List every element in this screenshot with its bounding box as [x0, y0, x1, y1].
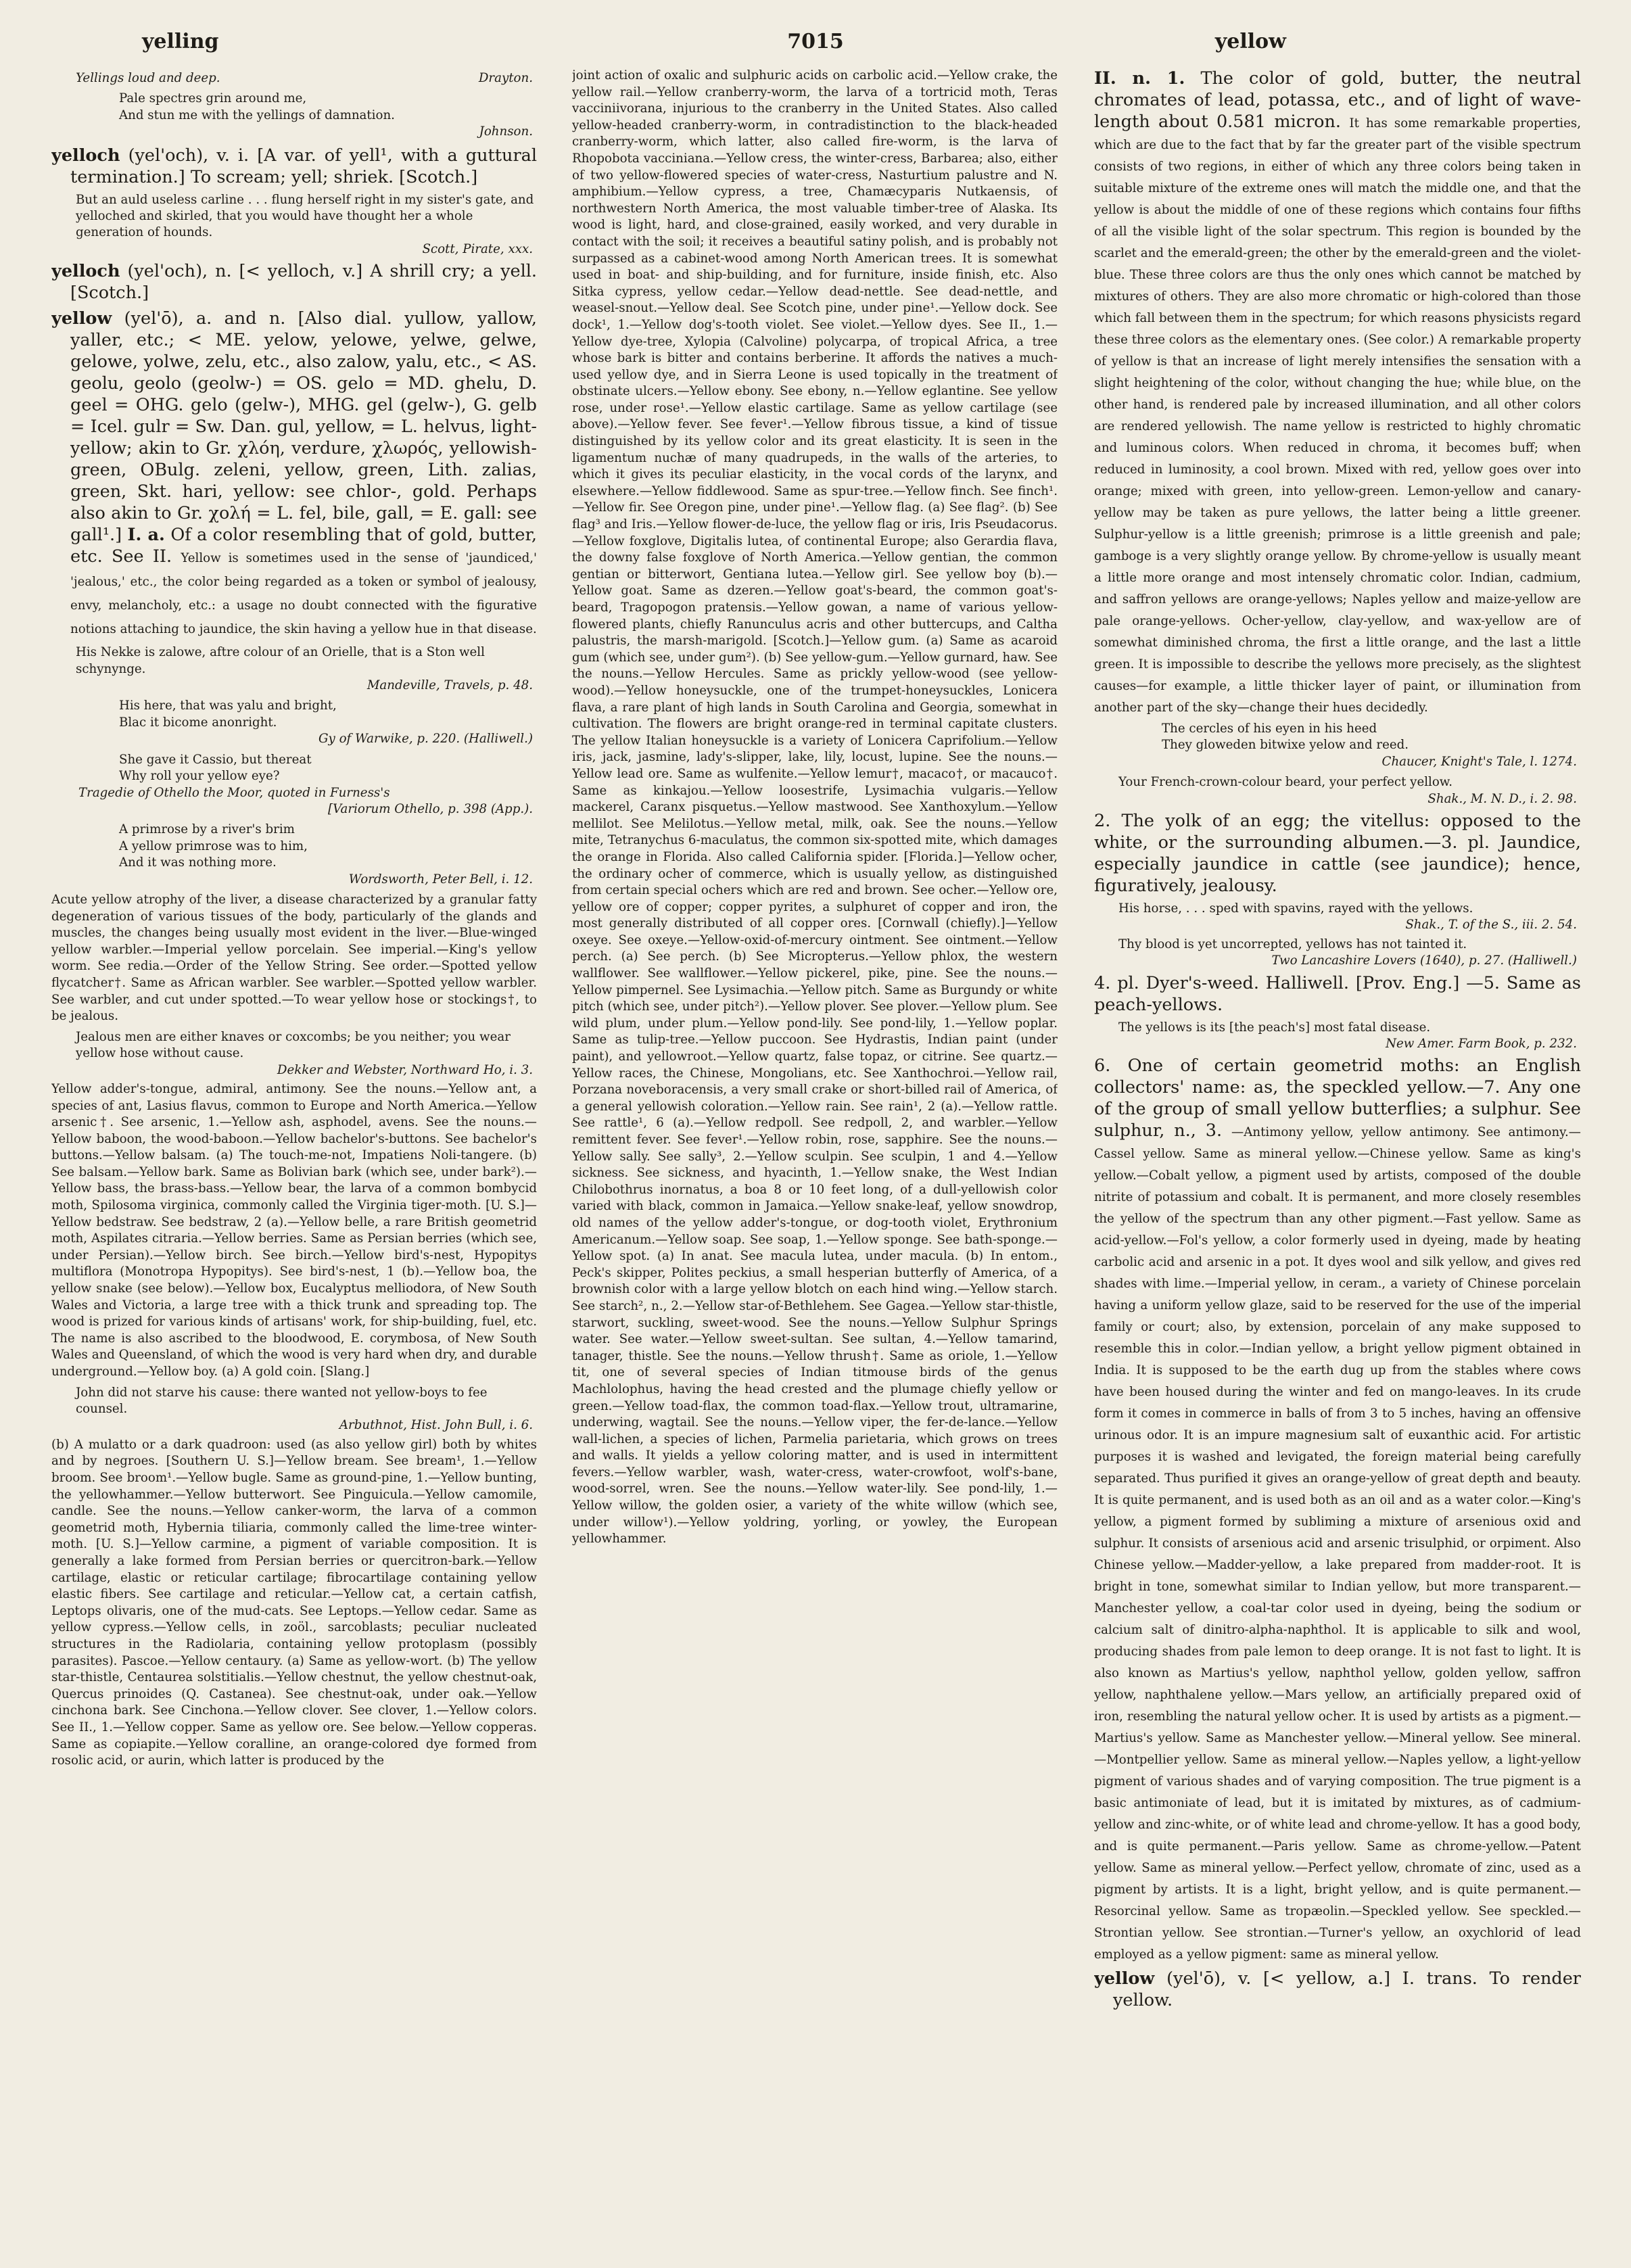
entry-headword: yellow	[51, 308, 112, 329]
quote-cite: Two Lancashire Lovers (1640), p. 27. (Halliwell.)	[1271, 953, 1577, 968]
sense-noun-color	[1094, 68, 1581, 717]
quote-text: Thy blood is yet uncorrepted, yellows has not tainted it.	[1118, 937, 1467, 951]
page-number: 7015	[787, 30, 844, 53]
quote-cite: Arbuthnot, Hist. John Bull, i. 6.	[339, 1418, 533, 1433]
entry-yellow-verb	[1094, 1968, 1581, 2011]
sense-text: The color of gold, butter, the neutral chromates of lead, potassa, etc., and of light of wave-length about 0.581 micron.	[1094, 68, 1581, 132]
column-middle	[572, 68, 1058, 2238]
verse-johnson	[51, 91, 537, 140]
quote-cite: Dekker and Webster, Northward Ho, i. 3.	[277, 1062, 533, 1077]
dictionary-columns	[51, 68, 1581, 2238]
quote-scott	[51, 192, 537, 258]
quote-cite: Drayton.	[478, 71, 533, 85]
sense-dyers-weed: 4. pl. Dyer's-weed. Halliwell. [Prov. Eng.] —5. Same as peach-yellows.	[1094, 972, 1581, 1015]
verse-line: Pale spectres grin around me,	[119, 91, 307, 106]
sense-text: Of a color resembling that of gold, butter, etc. See II.	[70, 525, 537, 567]
quote-cite: Shak., T. of the S., iii. 2. 54.	[1405, 918, 1577, 932]
verse-line: They gloweden bitwixe yelow and reed.	[1162, 738, 1409, 753]
sense-text: 6. One of certain geometrid moths: an English collectors' name: as, the speckled yellow.—7. Any one of the group of small yellow butterflies; a sulphur. See sulphur, n., 3.	[1094, 1056, 1581, 1141]
phrases-acute-to-stockings: Acute yellow atrophy of the liver, a disease characterized by a granular fatty degeneration of various tissues of the body, particularly of the glands and muscles, the changes being usually most evident in the liver.—Blue-winged yellow warbler.—Imperial yellow porcelain. See imperial.—King's yellow worm. See redia.—Order of the Yellow String. See order.—Spotted yellow flycatcher†. Same as African warbler. See warbler.—Spotted yellow warbler. See warbler, and cut under spotted.—To wear yellow hose or stockings†, to be jealous.	[51, 892, 537, 1024]
quote-drayton	[51, 70, 537, 87]
quote-arbuthnot	[51, 1385, 537, 1434]
verse-line: Why roll your yellow eye?	[119, 769, 280, 784]
quote-farm-book	[1094, 1020, 1581, 1053]
entry-headword: yelloch	[51, 261, 120, 282]
verse-line: His here, that was yalu and bright,	[119, 699, 337, 713]
quote-dekker	[51, 1029, 537, 1079]
entry-yelloch-noun	[51, 260, 537, 304]
quote-cite: Scott, Pirate, xxx.	[422, 241, 533, 256]
quote-text: But an auld useless carline . . . flung herself right in my sister's gate, and yelloched and skirled, that you would have thought her a whole generation of hounds.	[76, 192, 534, 240]
quote-lancashire	[1094, 937, 1581, 970]
pigment-phrases: —Antimony yellow, yellow antimony. See antimony.—Cassel yellow. Same as mineral yellow.—Chinese yellow. Same as king's yellow.—Cobalt yellow, a pigment used by artists, composed of the double nitrite of potassium and cobalt. It is permanent, and more closely resembles the yellow of the spectrum than any other pigment.—Fast yellow. Same as acid-yellow.—Fol's yellow, a color formerly used in dyeing, made by heating carbolic acid and arsenic in a pot. It dyes wool and silk yellow, and gives red shades with lime.—Imperial yellow, in ceram., a variety of Chinese porcelain having a uniform yellow glaze, said to be reserved for the use of the imperial family or court; also, by extension, porcelain of any make supposed to resemble this in color.—Indian yellow, a bright yellow pigment obtained in India. It is supposed to be the earth dug up from the stables where cows have been housed during the winter and fed on mango-leaves. In its crude form it comes in commerce in balls of from 3 to 5 inches, having an offensive urinous odor. It is an impure magnesium salt of euxanthic acid. For artistic purposes it is washed and levigated, the foreign material being carefully separated. Thus purified it gives an orange-yellow of great depth and beauty. It is quite permanent, and is used both as an oil and as a water color.—King's yellow, a pigment formed by subliming a mixture of arsenious oxid and sulphur. It consists of arsenious acid and arsenic trisulphid, or orpiment. Also Chinese yellow.—Madder-yellow, a lake prepared from madder-root. It is bright in tone, somewhat similar to Indian yellow, but more transparent.—Manchester yellow, a coal-tar color used in dyeing, being the sodium or calcium salt of dinitro-alpha-naphthol. It is applicable to silk and wool, producing shades from pale lemon to deep orange. It is not fast to light. It is also known as Martius's yellow, naphthol yellow, golden yellow, saffron yellow, naphthalene yellow.—Mars yellow, an artificially prepared oxid of iron, resembling the natural yellow ocher. It is used by artists as a pigment.—Martius's yellow. Same as Manchester yellow.—Mineral yellow. See mineral.—Montpellier yellow. Same as mineral yellow.—Naples yellow, a light-yellow pigment of various shades and of varying composition. The true pigment is a basic antimoniate of lead, but it is imitated by mixtures, as of cadmium-yellow and zinc-white, or of white lead and chrome-yellow. It has a good body, and is quite permanent.—Paris yellow. Same as chrome-yellow.—Patent yellow. Same as mineral yellow.—Perfect yellow, chromate of zinc, used as a pigment by artists. It is a light, bright yellow, and is quite permanent.—Resorcinal yellow. Same as tropæolin.—Speckled yellow. See speckled.—Strontian yellow. See strontian.—Turner's yellow, an oxychlorid of lead employed as a yellow pigment: same as mineral yellow.	[1094, 1125, 1581, 1962]
quote-text: His horse, . . . sped with spavins, rayed with the yellows.	[1118, 901, 1473, 916]
entry-yellow-etymology	[51, 308, 537, 640]
column-right	[1094, 68, 1581, 2238]
verse-line: Blac it bicome anonright.	[119, 715, 277, 730]
entry-body: (yel'och), n. [< yelloch, v.] A shrill cry; a yell. [Scotch.]	[70, 261, 537, 304]
quote-mandeville	[51, 644, 537, 694]
phrases-mulatto-to-coralline: (b) A mulatto or a dark quadroon: used (as also yellow girl) both by whites and by negroes. [Southern U. S.]—Yellow bream. See bream¹, 1.—Yellow broom. See broom¹.—Yellow bugle. Same as ground-pine, 1.—Yellow bunting, the yellowhammer.—Yellow butterwort. See Pinguicula.—Yellow camomile, candle. See the nouns.—Yellow canker-worm, the larva of a common geometrid moth, Hybernia tiliaria, commonly called the lime-tree winter-moth. [U. S.]—Yellow carmine, a pigment of variable composition. It is generally a lake formed from Persian berries or quercitron-bark.—Yellow cartilage, elastic or reticular cartilage; fibrocartilage containing yellow elastic fibers. See cartilage and reticular.—Yellow cat, a certain catfish, Leptops olivaris, one of the mud-cats. See Leptops.—Yellow cedar. Same as yellow cypress.—Yellow cells, in zoöl., sarcoblasts; peculiar nucleated structures in the Radiolaria, containing yellow protoplasm (possibly parasites). Pascoe.—Yellow centaury. (a) Same as yellow-wort. (b) The yellow star-thistle, Centaurea solstitialis.—Yellow chestnut, the yellow chestnut-oak, Quercus prinoides (Q. Castanea). See chestnut-oak, under oak.—Yellow cinchona bark. See Cinchona.—Yellow clover. See clover, 1.—Yellow colors. See II., 1.—Yellow copper. Same as yellow ore. See below.—Yellow copperas. Same as copiapite.—Yellow coralline, an orange-colored dye formed from rosolic acid, or aurin, which latter is produced by the	[51, 1437, 537, 1768]
verse-wordsworth	[51, 822, 537, 888]
page-header	[41, 30, 1590, 57]
entry-body: (yel'ō), a. and n. [Also dial. yullow, yallow, yaller, etc.; < ME. yelow, yelowe, yelwe, gelwe, gelowe, yolwe, zelu, etc., also zalow, yalu, etc., < AS. geolu, geolo (geolw-) = OS. gelo = MD. ghelu, D. geel = OHG. gelo (gelw-), MHG. gel (gelw-), G. gelb = Icel. gulr = Sw. Dan. gul, yellow, = L. helvus, light-yellow; akin to Gr. χλόη, verdure, χλωρός, yellowish-green, OBulg. zeleni, yellow, green, Lith. zalias, green, Skt. hari, yellow: see chlor-, gold. Perhaps also akin to Gr. χολή = L. fel, bile, gall, = E. gall: see gall¹.]	[70, 308, 537, 546]
phrases-adder-to-boy: Yellow adder's-tongue, admiral, antimony. See the nouns.—Yellow ant, a species of ant, Lasius flavus, common to Europe and North America.—Yellow arsenic†. See arsenic, 1.—Yellow ash, asphodel, avens. See the nouns.—Yellow baboon, the wood-baboon.—Yellow bachelor's-buttons. See bachelor's buttons.—Yellow balsam. (a) The touch-me-not, Impatiens Noli-tangere. (b) See balsam.—Yellow bark. Same as Bolivian bark (which see, under bark²).—Yellow bass, the brass-bass.—Yellow bear, the larva of a common bombycid moth, Spilosoma virginica, commonly called the Virginia tiger-moth. [U. S.]—Yellow bedstraw. See bedstraw, 2 (a).—Yellow belle, a rare British geometrid moth, Aspilates citraria.—Yellow berries. Same as Persian berries (which see, under Persian).—Yellow birch. See birch.—Yellow bird's-nest, Hypopitys multiflora (Monotropa Hypopitys). See bird's-nest, 1 (b).—Yellow boa, the yellow snake (see below).—Yellow box, Eucalyptus melliodora, of New South Wales and Victoria, a large tree with a thick trunk and spreading top. The wood is prized for various kinds of artisans' work, for ship-building, fuel, etc. The name is also ascribed to the bloodwood, E. corymbosa, of New South Wales and Queensland, of which the wood is very hard when dry, and durable underground.—Yellow boy. (a) A gold coin. [Slang.]	[51, 1081, 537, 1379]
sense-yolk-jaundice: 2. The yolk of an egg; the vitellus: opposed to the white, or the surrounding albumen.—3. pl. Jaundice, especially jaundice in cattle (see jaundice); hence, figuratively, jealousy.	[1094, 811, 1581, 897]
sense-label: II. n. 1.	[1094, 68, 1185, 89]
entry-body: (yel'och), v. i. [A var. of yell¹, with a guttural termination.] To scream; yell; shriek. [Scotch.]	[70, 145, 537, 187]
sense-note: It has some remarkable properties, which are due to the fact that by far the greater part of the visible spectrum consists of two regions, in either of which any three colors being taken in suitable mixture of the extreme ones will match the middle one, and that the yellow is about the middle of one of these regions which contains four fifths of all the visible light of the solar spectrum. This region is bounded by the scarlet and the emerald-green; the other by the emerald-green and the violet-blue. These three colors are thus the only ones which cannot be matched by mixtures of others. They are also more chromatic or high-colored than those which fall between them in the spectrum; for which reasons physicists regard these three colors as the elementary ones. (See color.) A remarkable property of yellow is that an increase of light merely intensifies the sensation with a slight heightening of the color, without changing the hue; while blue, on the other hand, is rendered pale by increased illumination, and all other colors are rendered yellowish. The name yellow is restricted to highly chromatic and luminous colors. When reduced in chroma, it becomes buff; when reduced in luminosity, a cool brown. Mixed with red, yellow goes over into orange; mixed with green, into yellow-green. Lemon-yellow and canary-yellow may be taken as pure yellows, the latter being a little greener. Sulphur-yellow is a little greenish; primrose is a little greenish and pale; gamboge is a very slightly orange yellow. By chrome-yellow is usually meant a little more orange and most intensely chromatic color. Indian, cadmium, and saffron yellows are orange-yellows; Naples yellow and maize-yellow are pale orange-yellows. Ocher-yellow, clay-yellow, and wax-yellow are of somewhat diminished chroma, the first a little orange, and the last a little green. It is impossible to describe the yellows more precisely, as the slightest causes—for example, a little thicker layer of paint, or illumination from another part of the sky—change their hues decidedly.	[1094, 116, 1581, 715]
quote-cite: Shak., M. N. D., i. 2. 98.	[1427, 791, 1577, 806]
quote-shakespeare-shrew	[1094, 901, 1581, 934]
sense-note: Yellow is sometimes used in the sense of 'jaundiced,' 'jealous,' etc., the color being regarded as a token or symbol of jealousy, envy, melancholy, etc.: a usage no doubt connected with the figurative notions attaching to jaundice, the skin having a yellow hue in that disease.	[70, 551, 537, 637]
phrases-crake-to-yorling: joint action of oxalic and sulphuric acids on carbolic acid.—Yellow crake, the yellow rail.—Yellow cranberry-worm, the larva of a tortricid moth, Teras vacciniivorana, injurious to the cranberry in the United States. Also called yellow-headed cranberry-worm, in contradistinction to the black-headed cranberry-worm, which latter, also called fire-worm, is the larva of Rhopobota vacciniana.—Yellow cress, the winter-cress, Barbarea; also, either of two yellow-flowered species of water-cress, Nasturtium palustre and N. amphibium.—Yellow cypress, a tree, Chamæcyparis Nutkaensis, of northwestern North America, the most valuable timber-tree of Alaska. Its wood is light, hard, and close-grained, easily worked, and very durable in contact with the soil; it receives a beautiful satiny polish, and is probably not surpassed as a cabinet-wood among North American trees. It is somewhat used in boat- and ship-building, and for furniture, inside finish, etc. Also Sitka cypress, yellow cedar.—Yellow dead-nettle. See dead-nettle, and weasel-snout.—Yellow deal. See Scotch pine, under pine¹.—Yellow dock. See dock¹, 1.—Yellow dog's-tooth violet. See violet.—Yellow dyes. See II., 1.—Yellow dye-tree, Xylopia (Calvoline) polycarpa, of tropical Africa, a tree whose bark is bitter and contains berberine. It affords the natives a much-used yellow dye, and in Sierra Leone is used topically in the treatment of obstinate ulcers.—Yellow ebony. See ebony, n.—Yellow eglantine. See yellow rose, under rose¹.—Yellow elastic cartilage. Same as yellow cartilage (see above).—Yellow fever. See fever¹.—Yellow fibrous tissue, a kind of tissue distinguished by its yellow color and its great elasticity. It is seen in the ligamentum nuchæ of many quadrupeds, in the walls of the arteries, to which it gives its peculiar elasticity, in the vocal cords of the larynx, and elsewhere.—Yellow fiddlewood. Same as spur-tree.—Yellow finch. See finch¹.—Yellow fir. See Oregon pine, under pine¹.—Yellow flag. (a) See flag². (b) See flag³ and Iris.—Yellow flower-de-luce, the yellow flag or iris, Iris Pseudacorus.—Yellow foxglove, Digitalis lutea, of continental Europe; also Gerardia flava, the downy false foxglove of North America.—Yellow gentian, the common gentian or bitterwort, Gentiana lutea.—Yellow girl. See yellow boy (b).—Yellow goat. Same as dzeren.—Yellow goat's-beard, the common goat's-beard, Tragopogon pratensis.—Yellow gowan, a name of various yellow-flowered plants, chiefly Ranunculus acris and other buttercups, and Caltha palustris, the marsh-marigold. [Scotch.]—Yellow gum. (a) Same as acaroid gum (which see, under gum²). (b) See yellow-gum.—Yellow gurnard, haw. See the nouns.—Yellow Hercules. Same as prickly yellow-wood (see yellow-wood).—Yellow honeysuckle, one of the trumpet-honeysuckles, Lonicera flava, a rare plant of high lands in South Carolina and Georgia, somewhat in cultivation. The flowers are bright orange-red in terminal capitate clusters. The yellow Italian honeysuckle is a variety of Lonicera Caprifolium.—Yellow iris, jack, jasmine, lady's-slipper, lake, lily, locust, lupine. See the nouns.—Yellow lead ore. Same as wulfenite.—Yellow lemur†, macaco†, or macauco†. Same as kinkajou.—Yellow loosestrife, Lysimachia vulgaris.—Yellow mackerel, Caranx pisquetus.—Yellow mastwood. See Xanthoxylum.—Yellow mellilot. See Melilotus.—Yellow metal, milk, oak. See the nouns.—Yellow mite, Tetranychus 6-maculatus, the common six-spotted mite, which damages the orange in Florida. Also called California spider. [Florida.]—Yellow ocher, the ordinary ocher of commerce, which is usually yellow, as distinguished from certain special ochers which are red and brown. See ocher.—Yellow ore, yellow ore of copper; copper pyrites, a sulphuret of copper and iron, the most generally distributed of all copper ores. [Cornwall (chiefly).]—Yellow oxeye. See oxeye.—Yellow-oxid-of-mercury ointment. See ointment.—Yellow perch. (a) See perch. (b) See Micropterus.—Yellow phlox, the western wallflower. See wallflower.—Yellow pickerel, pike, pine. See the nouns.—Yellow pimpernel. See Lysimachia.—Yellow pitch. Same as Burgundy or white pitch (which see, under pitch²).—Yellow plover. See plover.—Yellow plum. See wild plum, under plum.—Yellow pond-lily. See pond-lily, 1.—Yellow poplar. Same as tulip-tree.—Yellow puccoon. See Hydrastis, Indian paint (under paint), and yellowroot.—Yellow quartz, false topaz, or citrine. See quartz.—Yellow races, the Chinese, Mongolians, etc. See Xanthochroi.—Yellow rail, Porzana noveboracensis, a very small crake or short-billed rail of America, of a general yellowish coloration.—Yellow rain. See rain¹, 2 (a).—Yellow rattle. See rattle¹, 6 (a).—Yellow redpoll. See redpoll, 2, and warbler.—Yellow remittent fever. See fever¹.—Yellow robin, rose, sapphire. See the nouns.—Yellow sally. See sally³, 2.—Yellow sculpin. See sculpin, 1 and 4.—Yellow sickness. See sickness, and hyacinth, 1.—Yellow snake, the West Indian Chilobothrus inornatus, a boa 8 or 10 feet long, of a dull-yellowish color varied with black, common in Jamaica.—Yellow snake-leaf, yellow snowdrop, old names of the yellow adder's-tongue, or dog-tooth violet, Erythronium Americanum.—Yellow soap. See soap, 1.—Yellow sponge. See bath-sponge.—Yellow spot. (a) In anat. See macula lutea, under macula. (b) In entom., Peck's skipper, Polites peckius, a small hesperian butterfly of America, of a brownish color with a large yellow blotch on each hind wing.—Yellow starch. See starch², n., 2.—Yellow star-of-Bethlehem. See Gagea.—Yellow star-thistle, starwort, suckling, sweet-wood. See the nouns.—Yellow Sulphur Springs water. See water.—Yellow sweet-sultan. See sultan, 4.—Yellow tamarind, tanager, thistle. See the nouns.—Yellow thrush†. Same as oriole, 1.—Yellow tit, one of several species of Indian titmouse birds of the genus Machlolophus, having the head crested and the plumage chiefly yellow or green.—Yellow toad-flax, the common toad-flax.—Yellow trout, ultramarine, underwing, wagtail. See the nouns.—Yellow viper, the fer-de-lance.—Yellow wall-lichen, a species of lichen, Parmelia parietaria, which grows on trees and walls. It yields a yellow coloring matter, and is used in intermittent fevers.—Yellow warbler, wash, water-cress, water-crowfoot, wolf's-bane, wood-sorrel, wren. See the nouns.—Yellow water-lily. See pond-lily, 1.—Yellow willow, the golden osier, a variety of the white willow (which see, under willow¹).—Yellow yoldring, yorling, or yowley, the European yellowhammer.	[572, 68, 1058, 1546]
verse-chaucer	[1094, 721, 1581, 770]
quote-text: The yellows is its [the peach's] most fatal disease.	[1118, 1020, 1431, 1035]
quote-text: Yellings loud and deep.	[76, 71, 220, 85]
guide-word-left: yelling	[142, 30, 219, 53]
sense-label: I. a.	[127, 525, 165, 546]
verse-cite: Johnson.	[479, 124, 533, 139]
verse-line: A primrose by a river's brim	[119, 822, 295, 837]
quote-text: Your French-crown-colour beard, your perfect yellow.	[1118, 775, 1452, 790]
verse-line: Tragedie of Othello the Moor, quoted in Furness's	[78, 785, 390, 800]
entry-headword: yellow	[1094, 1968, 1155, 1989]
guide-word-right: yellow	[1214, 30, 1286, 53]
quote-text: His Nekke is zalowe, aftre colour of an Orielle, that is a Ston well schynynge.	[76, 645, 485, 676]
column-left	[51, 68, 537, 2238]
verse-line: And it was nothing more.	[119, 855, 277, 870]
verse-line: The cercles of his eyen in his heed	[1162, 722, 1377, 736]
quote-cite: New Amer. Farm Book, p. 232.	[1386, 1037, 1577, 1052]
sense-moths-butterflies	[1094, 1055, 1581, 1964]
entry-body: (yel'ō), v. [< yellow, a.] I. trans. To render yellow.	[1113, 1968, 1581, 2011]
verse-line: And stun me with the yellings of damnation.	[119, 108, 395, 122]
entry-yelloch-verb	[51, 145, 537, 188]
verse-cite: [Variorum Othello, p. 398 (App.).	[327, 801, 533, 816]
quote-text: Jealous men are either knaves or coxcombs; be you neither; you wear yellow hose without cause.	[76, 1029, 511, 1061]
quote-text: John did not starve his cause: there wanted not yellow-boys to fee counsel.	[76, 1385, 488, 1416]
verse-cite: Wordsworth, Peter Bell, i. 12.	[348, 872, 533, 887]
verse-cite: Gy of Warwike, p. 220. (Halliwell.)	[318, 732, 533, 747]
quote-cite: Mandeville, Travels, p. 48.	[367, 678, 533, 693]
verse-cite: Chaucer, Knight's Tale, l. 1274.	[1381, 754, 1577, 769]
verse-line: A yellow primrose was to him,	[119, 838, 308, 853]
verse-guy-of-warwick	[51, 698, 537, 747]
verse-othello	[51, 752, 537, 818]
verse-line: She gave it Cassio, but thereat	[119, 752, 312, 767]
quote-shakespeare-midsummer	[1094, 774, 1581, 807]
entry-headword: yelloch	[51, 145, 120, 166]
